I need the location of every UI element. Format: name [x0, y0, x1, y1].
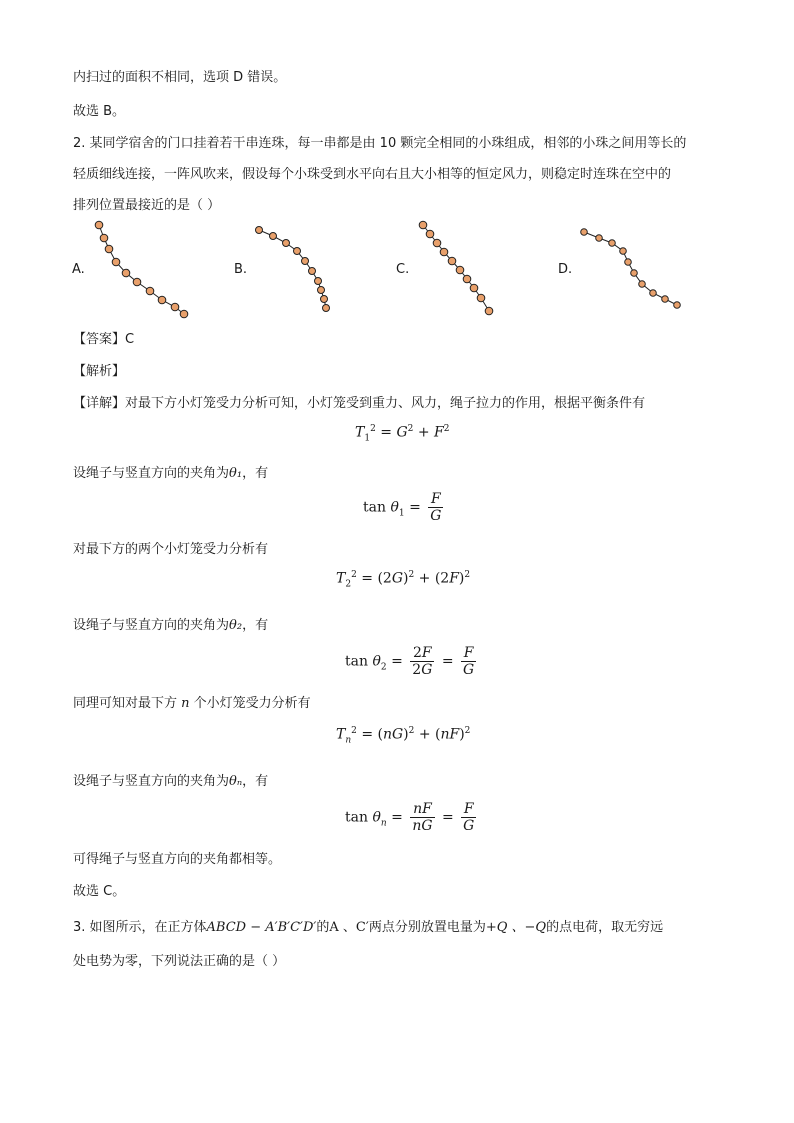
- option-c-diagram: [414, 218, 496, 318]
- question-2-line-1: 2. 某同学宿舍的门口挂着若干串连珠，每一串都是由 10 颗完全相同的小珠组成，相邻的小珠之间用等长的: [73, 136, 687, 151]
- text-line: 设绳子与竖直方向的夹角为θ₂，有: [73, 618, 269, 633]
- question-3-line-1: 3. 如图所示，在正方体ABCD − A′B′C′D′的A 、C′两点分别放置电量为+Q 、−Q的点电荷，取无穷远: [73, 920, 664, 935]
- text-line: 故选 B。: [73, 104, 126, 119]
- option-b-diagram: [252, 222, 334, 314]
- equation-4: $\tan \theta_2$ = $\frac{2F}{2G}$ = $\frac{F}{G}$: [345, 645, 475, 678]
- question-2-line-2: 轻质细线连接，一阵风吹来，假设每个小珠受到水平向右且大小相等的恒定风力，则稳定时连珠在空中的: [73, 167, 672, 182]
- analysis-heading: 【解析】: [73, 364, 126, 379]
- option-d-label: D.: [558, 262, 573, 277]
- text-line: 故选 C。: [73, 884, 126, 899]
- answer-line: 【答案】C: [73, 332, 135, 347]
- text-line: 内扫过的面积不相同，选项 D 错误。: [73, 70, 287, 85]
- detail-line: 【详解】对最下方小灯笼受力分析可知，小灯笼受到重力、风力，绳子拉力的作用，根据平衡条件有: [73, 396, 646, 411]
- equation-5: $T_n^2 = (nG)^2 + (nF)^2$: [336, 726, 471, 746]
- text-line: 对最下方的两个小灯笼受力分析有: [73, 542, 269, 557]
- option-b-label: B.: [234, 262, 248, 277]
- equation-2: $\tan \theta_1$ = $\frac{F}{G}$: [363, 491, 442, 524]
- question-3-line-2: 处电势为零，下列说法正确的是（ ）: [73, 954, 286, 969]
- option-a-label: A.: [72, 262, 85, 277]
- text-line: 可得绳子与竖直方向的夹角都相等。: [73, 852, 282, 867]
- equation-6: $\tan \theta_n$ = $\frac{nF}{nG}$ = $\frac{F}{G}$: [345, 801, 475, 834]
- option-c-label: C.: [396, 262, 410, 277]
- option-d-diagram: [576, 226, 684, 310]
- option-a-diagram: [90, 218, 195, 320]
- text-line: 同理可知对最下方 n 个小灯笼受力分析有: [73, 696, 311, 711]
- question-2-line-3: 排列位置最接近的是（ ）: [73, 198, 221, 213]
- text-line: 设绳子与竖直方向的夹角为θₙ，有: [73, 774, 269, 789]
- equation-3: $T_2^2 = (2G)^2 + (2F)^2$: [336, 570, 471, 590]
- equation-1: $T_1^2 = G^2 + F^2$: [355, 424, 450, 444]
- text-line: 设绳子与竖直方向的夹角为θ₁，有: [73, 466, 269, 481]
